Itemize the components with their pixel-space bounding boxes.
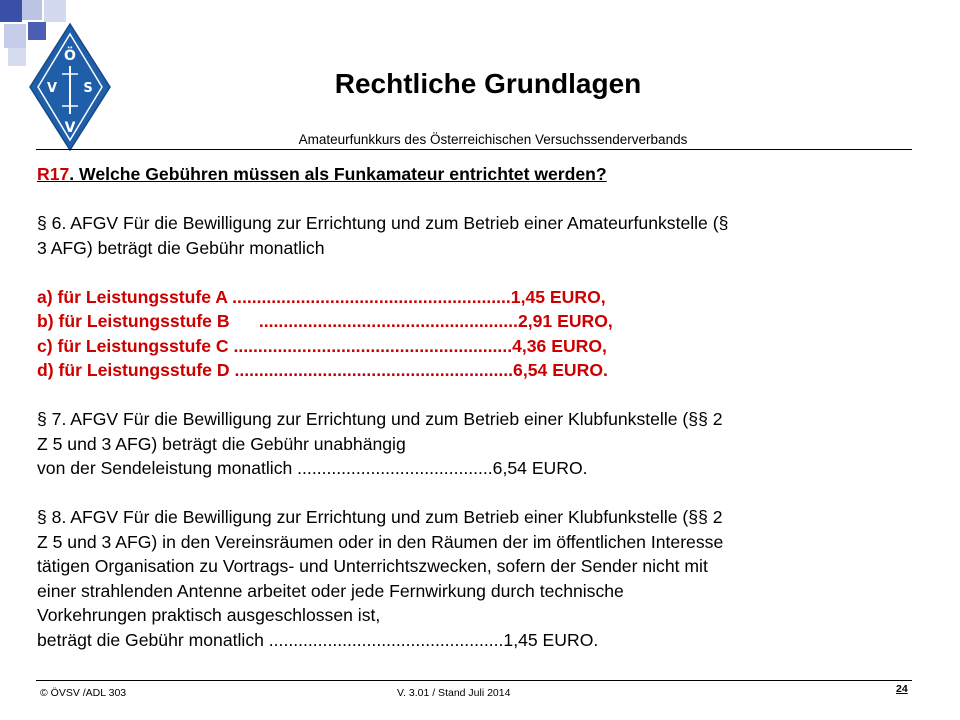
logo-letter-right: S — [83, 81, 93, 96]
logo-letter-left: V — [46, 81, 58, 96]
paragraph-line: Z 5 und 3 AFG) in den Vereinsräumen oder in den Räumen der im öffentlichen Interesse — [37, 531, 724, 552]
spacer — [37, 187, 917, 212]
deco-square — [4, 24, 26, 48]
fee-item-d: d) für Leistungsstufe D .........................................................6,54 EURO. — [37, 360, 608, 380]
spacer — [37, 260, 917, 285]
fee-item-c: c) für Leistungsstufe C .........................................................4,36 EURO, — [37, 335, 607, 356]
fee-item-b: b) für Leistungsstufe B .....................................................2,91 EURO, — [37, 311, 613, 331]
logo-letter-top: Ö — [64, 48, 76, 64]
paragraph-line: 3 AFG) beträgt die Gebühr monatlich — [37, 237, 325, 258]
header-divider — [36, 149, 912, 150]
paragraph-line: § 7. AFGV Für die Bewilligung zur Errichtung und zum Betrieb einer Klubfunkstelle (§§ 2 — [37, 409, 723, 429]
fee-list — [37, 285, 917, 383]
footer-copyright: © ÖVSV /ADL 303 — [40, 687, 127, 699]
paragraph-line: Vorkehrungen praktisch ausgeschlossen ist, — [37, 605, 381, 625]
slide-content — [37, 162, 917, 652]
question-text: . Welche Gebühren müssen als Funkamateur entrichtet werden? — [69, 164, 607, 184]
paragraph-6 — [37, 211, 917, 260]
footer-divider — [36, 680, 912, 681]
paragraph-7 — [37, 407, 917, 481]
deco-square — [0, 0, 22, 22]
deco-square — [44, 0, 66, 22]
footer-version: V. 3.01 / Stand Juli 2014 — [397, 687, 511, 699]
deco-square — [8, 48, 26, 66]
paragraph-line: von der Sendeleistung monatlich ........................................6,54 EURO. — [37, 458, 588, 478]
page-subtitle: Amateurfunkkurs des Österreichischen Versuchssenderverbands — [298, 132, 688, 147]
logo-letter-bottom: V — [64, 120, 76, 136]
paragraph-line: einer strahlenden Antenne arbeitet oder jede Fernwirkung durch technische — [37, 580, 624, 601]
question-heading — [37, 162, 917, 187]
paragraph-line: tätigen Organisation zu Vortrags- und Unterrichtszwecken, sofern der Sender nicht mit — [37, 556, 708, 576]
paragraph-line: Z 5 und 3 AFG) beträgt die Gebühr unabhängig — [37, 433, 406, 454]
paragraph-line: beträgt die Gebühr monatlich ................................................1,45 EURO. — [37, 629, 599, 650]
fee-item-a: a) für Leistungsstufe A .........................................................1,45 EURO, — [37, 286, 606, 307]
paragraph-line: § 6. AFGV Für die Bewilligung zur Errichtung und zum Betrieb einer Amateurfunkstelle (§ — [37, 213, 729, 233]
page-title: Rechtliche Grundlagen — [334, 68, 642, 99]
page-number: 24 — [896, 683, 908, 695]
deco-square — [22, 0, 42, 20]
spacer — [37, 481, 917, 506]
paragraph-8 — [37, 505, 917, 652]
paragraph-line: § 8. AFGV Für die Bewilligung zur Errichtung und zum Betrieb einer Klubfunkstelle (§§ 2 — [37, 507, 723, 527]
question-number: R17 — [37, 164, 70, 184]
spacer — [37, 383, 917, 408]
